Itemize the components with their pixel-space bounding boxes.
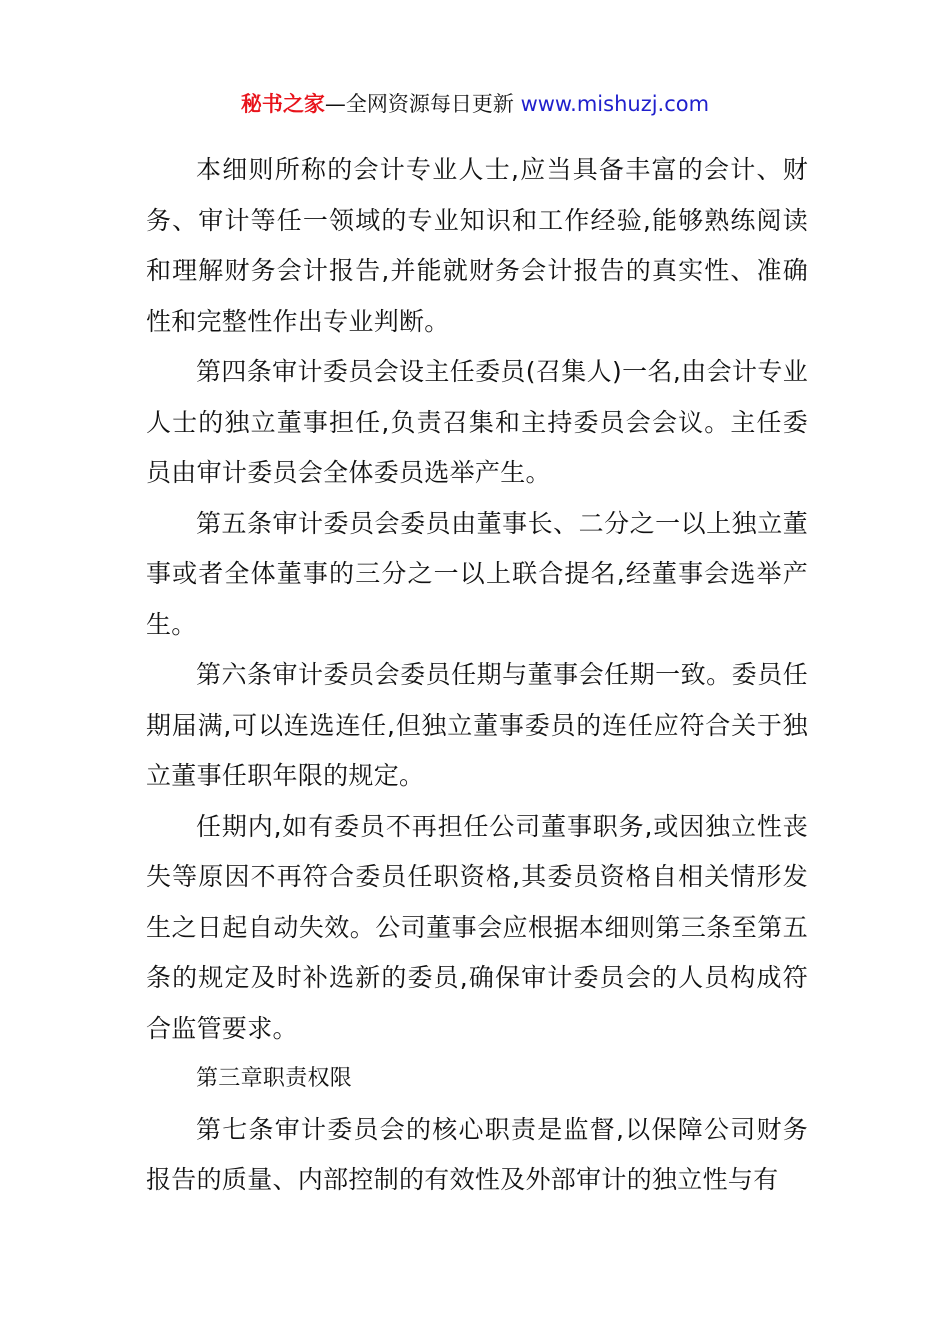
paragraph-accounting-professional: 本细则所称的会计专业人士,应当具备丰富的会计、财务、审计等任一领域的专业知识和工作经验,能够熟练阅读和理解财务会计报告,并能就财务会计报告的真实性、准确性和完整性作出专业判断。: [146, 155, 808, 336]
paragraph-term-vacancy: 任期内,如有委员不再担任公司董事职务,或因独立性丧失等原因不再符合委员任职资格,其委员资格自相关情形发生之日起自动失效。公司董事会应根据本细则第三条至第五条的规定及时补选新的委员,确保审计委员会的人员构成符合监管要求。: [146, 811, 808, 1043]
paragraph-article-5: 第五条审计委员会委员由董事长、二分之一以上独立董事或者全体董事的三分之一以上联合提名,经董事会选举产生。: [146, 508, 808, 639]
paragraph-article-4: 第四条审计委员会设主任委员(召集人)一名,由会计专业人士的独立董事担任,负责召集和主持委员会会议。主任委员由审计委员会全体委员选举产生。: [146, 357, 808, 487]
page-header: [0, 88, 950, 120]
brand-name: 秘书之家: [240, 92, 325, 116]
document-body: [146, 145, 808, 1206]
header-tagline: —全网资源每日更新: [324, 92, 521, 116]
paragraph-article-7: 第七条审计委员会的核心职责是监督,以保障公司财务报告的质量、内部控制的有效性及外部审计的独立性与有: [146, 1114, 808, 1194]
site-url-link[interactable]: www.mishuzj.com: [520, 92, 710, 116]
chapter-3-heading: 第三章职责权限: [196, 1066, 353, 1091]
paragraph-article-6: 第六条审计委员会委员任期与董事会任期一致。委员任期届满,可以连选连任,但独立董事委员的连任应符合关于独立董事任职年限的规定。: [146, 660, 808, 790]
